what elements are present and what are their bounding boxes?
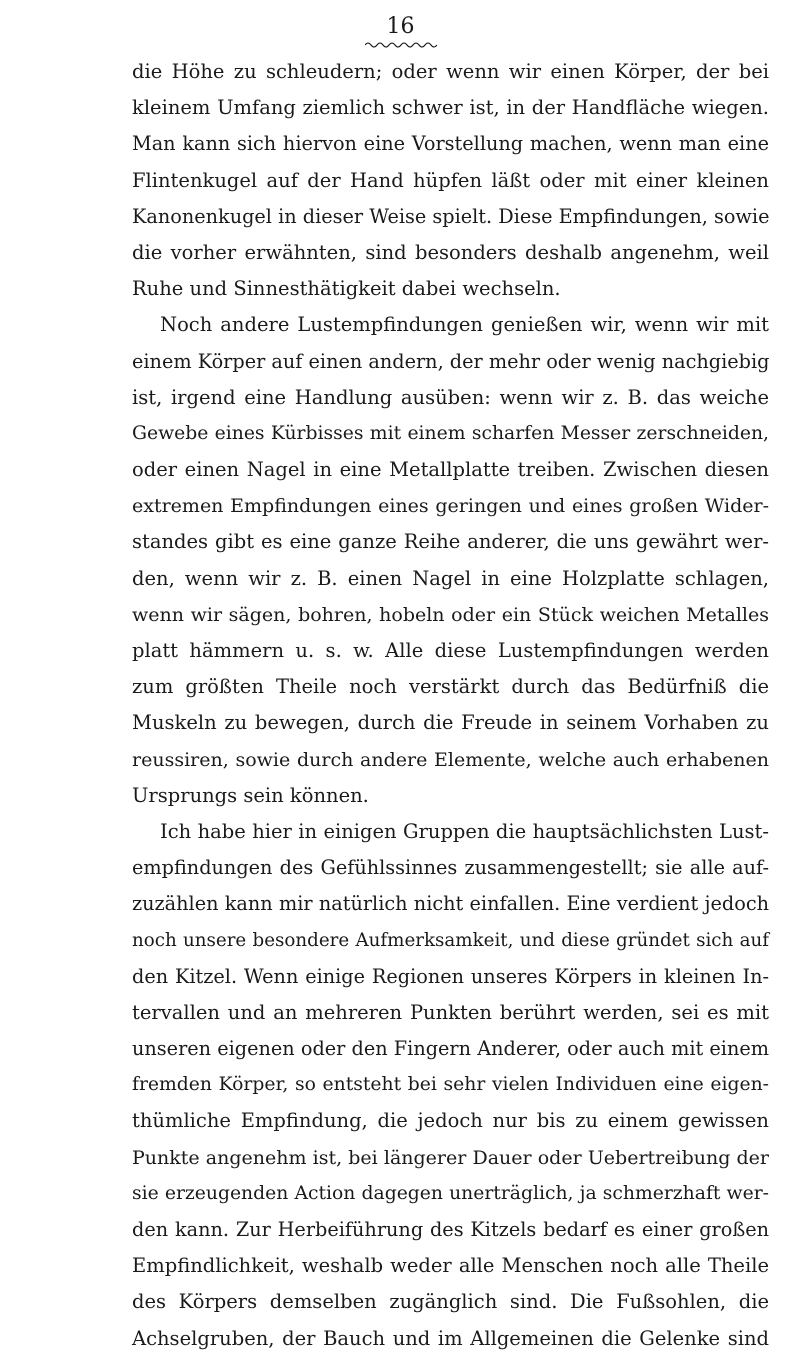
- text-line: den, wenn wir z. B. einen Nagel in eine Holzplatte schlagen,: [132, 566, 769, 590]
- text-line: den Kitzel. Wenn einige Regionen unseres Körpers in kleinen In-: [132, 964, 769, 988]
- text-line: reussiren, sowie durch andere Elemente, welche auch erhabenen: [132, 748, 769, 771]
- page-number: 16: [386, 14, 415, 39]
- text-line: einem Körper auf einen andern, der mehr oder wenig nachgiebig: [132, 349, 770, 373]
- text-line: Ursprungs sein können.: [132, 783, 369, 807]
- text-line: zum größten Theile noch verstärkt durch das Bedürfniß die: [132, 675, 769, 699]
- text-line: Kanonenkugel in dieser Weise spielt. Diese Empfindungen, sowie: [132, 204, 770, 228]
- wavy-rule-ornament: [365, 41, 437, 49]
- text-line: des Körpers demselben zugänglich sind. Die Fußsohlen, die: [132, 1290, 769, 1314]
- text-line: empfindungen des Gefühlssinnes zusammengestellt; sie alle auf-: [132, 856, 769, 880]
- text-line: den kann. Zur Herbeiführung des Kitzels bedarf es einer großen: [132, 1218, 769, 1241]
- text-line: oder einen Nagel in eine Metallplatte treiben. Zwischen diesen: [132, 458, 769, 482]
- text-line: Ruhe und Sinnesthätigkeit dabei wechseln.: [132, 277, 561, 301]
- body-text: [132, 54, 769, 1357]
- text-line: zuzählen kann mir natürlich nicht einfallen. Eine verdient jedoch: [132, 892, 769, 916]
- text-line: Flintenkugel auf der Hand hüpfen läßt oder mit einer kleinen: [132, 168, 769, 192]
- text-line: Man kann sich hiervon eine Vorstellung machen, wenn man eine: [132, 132, 769, 156]
- text-line: noch unsere besondere Aufmerksamkeit, und diese gründet sich auf: [132, 929, 769, 951]
- text-line: die vorher erwähnten, sind besonders deshalb angenehm, weil: [132, 240, 769, 264]
- text-line: wenn wir sägen, bohren, hobeln oder ein Stück weichen Metalles: [132, 603, 769, 626]
- text-line: die Höhe zu schleudern; oder wenn wir einen Körper, der bei: [132, 60, 769, 83]
- text-line: ist, irgend eine Handlung ausüben: wenn wir z. B. das weiche: [132, 385, 769, 409]
- text-line: kleinem Umfang ziemlich schwer ist, in der Handfläche wiegen.: [132, 96, 769, 120]
- text-line: fremden Körper, so entsteht bei sehr vielen Individuen eine eigen-: [132, 1074, 769, 1096]
- text-line: Noch andere Lustempfindungen genießen wir, wenn wir mit: [160, 313, 769, 337]
- text-line: thümliche Empfindung, die jedoch nur bis zu einem gewissen: [132, 1109, 769, 1133]
- text-line: sie erzeugenden Action dagegen unerträglich, ja schmerzhaft wer-: [132, 1182, 769, 1204]
- text-line: unseren eigenen oder den Fingern Anderer, oder auch mit einem: [132, 1037, 769, 1061]
- text-line: Ich habe hier in einigen Gruppen die hauptsächlichsten Lust-: [160, 819, 769, 843]
- text-line: tervallen und an mehreren Punkten berührt werden, sei es mit: [132, 1000, 769, 1024]
- text-line: Muskeln zu bewegen, durch die Freude in seinem Vorhaben zu: [132, 711, 769, 735]
- text-line: standes gibt es eine ganze Reihe anderer, die uns gewährt wer-: [132, 530, 769, 554]
- text-line: platt hämmern u. s. w. Alle diese Lustempfindungen werden: [132, 639, 769, 662]
- text-line: extremen Empfindungen eines geringen und eines großen Wider-: [132, 495, 769, 518]
- text-line: Empfindlichkeit, weshalb weder alle Menschen noch alle Theile: [132, 1254, 769, 1278]
- text-line: Gewebe eines Kürbisses mit einem scharfen Messer zerschneiden,: [132, 422, 769, 444]
- text-line: Achselgruben, der Bauch und im Allgemeinen die Gelenke sind: [132, 1326, 769, 1350]
- text-line: Punkte angenehm ist, bei längerer Dauer oder Uebertreibung der: [132, 1146, 769, 1169]
